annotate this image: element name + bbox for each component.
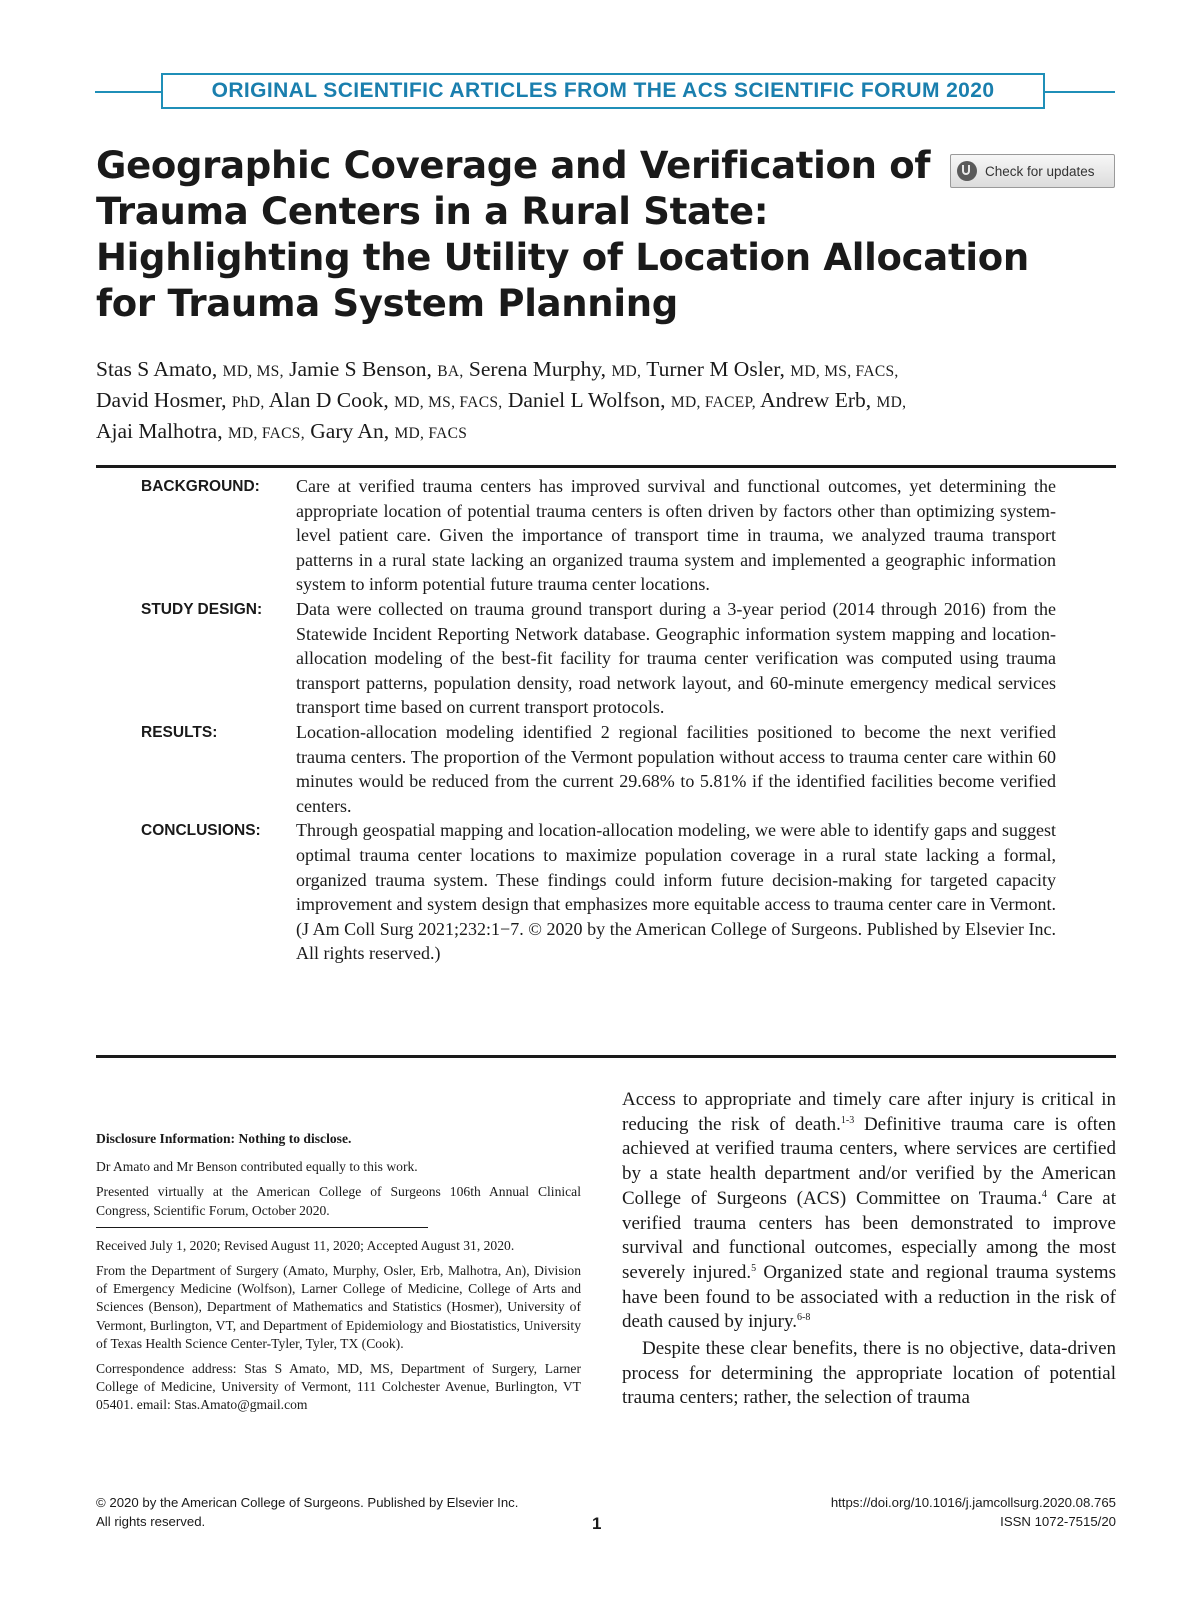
article-notes (96, 1130, 581, 1422)
abstract-top-rule (96, 465, 1116, 468)
title-line: Geographic Coverage and Verification of (96, 144, 931, 187)
abstract-background (141, 474, 1056, 597)
author-degree: MD, (611, 363, 642, 380)
author-degree: MD, FACEP, (670, 394, 756, 411)
check-for-updates-label: Check for updates (985, 163, 1095, 179)
citation-link[interactable]: 4 (1041, 1188, 1047, 1200)
copyright-line: © 2020 by the American College of Surgeons. Published by Elsevier Inc. (96, 1495, 519, 1510)
author-name: Serena Murphy, (468, 357, 607, 381)
presentation-note: Presented virtually at the American College of Surgeons 106th Annual Clinical Congress, Scientific Forum, October 2020. (96, 1184, 581, 1218)
correspondence-note: Correspondence address: Stas S Amato, MD, MS, Department of Surgery, Larner College of Medicine, University of Vermont, 111 Colchester Avenue, Burlington, VT 05401. email: Stas.Amato@gmail.com (96, 1361, 581, 1413)
body-text-run: Definitive trauma care is often achieved at verified trauma centers, where services are certified by a state health department and/or verified by the American College of Surgeons (ACS) Committee on Trauma. (622, 1113, 1117, 1209)
section-banner (161, 73, 1045, 109)
author-list (96, 355, 1136, 448)
doi-link[interactable]: https://doi.org/10.1016/j.jamcollsurg.2020.08.765 (830, 1495, 1116, 1510)
crossmark-icon (957, 161, 977, 181)
abstract-text: Location-allocation modeling identified 2 regional facilities positioned to become the next verified trauma centers. The proportion of the Vermont population without access to trauma center care within 60 minutes would be reduced from the current 29.68% to 5.81% if the identified facilities become verified centers. (296, 721, 1056, 816)
footer-copyright (96, 1494, 576, 1531)
author-degree: BA, (437, 363, 464, 380)
author-name: Turner M Osler, (646, 357, 785, 381)
body-text-run: Organized state and regional trauma systems have been found to be associated with a reduction in the risk of death caused by injury. (622, 1261, 1116, 1333)
author-name: Ajai Malhotra, (96, 419, 223, 443)
author-name: Jamie S Benson, (289, 357, 432, 381)
body-text-run: Access to appropriate and timely care after injury is critical in reducing the risk of death. (622, 1089, 1116, 1135)
author-name: Stas S Amato, (96, 357, 218, 381)
citation-link[interactable]: 6-8 (797, 1312, 811, 1324)
author-degree: MD, FACS (394, 425, 468, 442)
author-degree: MD, MS, FACS, (790, 363, 899, 380)
author-line (96, 417, 1136, 448)
citation-link[interactable]: 5 (751, 1262, 757, 1274)
issn-line: ISSN 1072-7515/20 (1000, 1513, 1116, 1529)
abstract-conclusions (141, 818, 1056, 966)
abstract-label: CONCLUSIONS: (141, 822, 261, 840)
author-name: Gary An, (310, 419, 390, 443)
page-number: 1 (592, 1514, 602, 1533)
notes-divider (96, 1227, 428, 1228)
body-text (622, 1088, 1116, 1411)
banner-rule-right (1045, 91, 1115, 93)
contribution-note: Dr Amato and Mr Benson contributed equally to this work. (96, 1159, 418, 1175)
disclosure-note: Disclosure Information: Nothing to disclose. (96, 1131, 352, 1146)
abstract-text: Data were collected on trauma ground transport during a 3-year period (2014 through 2016) from the Statewide Incident Reporting Network database. Geographic information system mapping and location-allocation modeling of the best-fit facility for trauma center verification was computed using trauma transport patterns, population density, road network layout, and 60-minute emergency medical services transport time based on current transport protocols. (296, 598, 1056, 718)
author-degree: MD, FACS, (227, 425, 305, 442)
citation-link[interactable]: 1-3 (840, 1114, 855, 1126)
abstract-text: Through geospatial mapping and location-allocation modeling, we were able to identify gaps and suggest optimal trauma center locations to maximize population coverage in a rural state lacking a formal, organized trauma system. These findings could inform future decision-making for targeted capacity improvement and system design that emphasizes more equitable access to trauma center care in Vermont. (J Am Coll Surg 2021;232:1−7. © 2020 by the American College of Surgeons. Published by Elsevier Inc. All rights reserved.) (296, 820, 1056, 964)
title-line: Highlighting the Utility of Location Allocation (96, 236, 1029, 279)
check-for-updates-button[interactable] (950, 154, 1115, 188)
abstract-label: STUDY DESIGN: (141, 600, 263, 618)
rights-line: All rights reserved. (96, 1513, 206, 1529)
author-degree: MD, MS, FACS, (394, 394, 503, 411)
author-line (96, 355, 1136, 386)
article-title (96, 143, 1029, 327)
author-degree: MD, MS, (222, 363, 284, 380)
title-line: Trauma Centers in a Rural State: (96, 190, 769, 233)
banner-text: ORIGINAL SCIENTIFIC ARTICLES FROM THE ACS SCIENTIFIC FORUM 2020 (211, 79, 995, 102)
author-line (96, 386, 1136, 417)
abstract (141, 474, 1056, 966)
body-paragraph (622, 1088, 1116, 1335)
abstract-label: BACKGROUND: (141, 478, 260, 495)
author-degree: PhD, (231, 394, 265, 411)
abstract-label: RESULTS: (141, 723, 218, 741)
body-paragraph: Despite these clear benefits, there is no objective, data-driven process for determining the appropriate location of potential trauma centers; rather, the selection of trauma (622, 1338, 1116, 1409)
abstract-study-design (141, 597, 1056, 720)
title-line: for Trauma System Planning (96, 282, 678, 325)
author-name: David Hosmer, (96, 388, 227, 412)
abstract-bottom-rule (96, 1055, 1116, 1058)
body-text-run: Care at verified trauma centers has been demonstrated to improve survival and functional outcomes, especially among the most severely injured. (622, 1187, 1116, 1283)
received-note: Received July 1, 2020; Revised August 11, 2020; Accepted August 31, 2020. (96, 1237, 515, 1253)
footer-identifiers (700, 1494, 1116, 1531)
author-name: Alan D Cook, (268, 388, 389, 412)
author-name: Andrew Erb, (760, 388, 872, 412)
author-degree: MD, (876, 394, 907, 411)
abstract-text: Care at verified trauma centers has improved survival and functional outcomes, yet determining the appropriate location of potential trauma centers is often driven by factors other than optimizing system-level patient care. Given the importance of transport time in trauma, we analyzed trauma transport patterns in a rural state lacking an organized trauma system and implemented a geographic information system to inform potential future trauma center locations. (296, 476, 1056, 595)
abstract-results (141, 720, 1056, 818)
banner-rule-left (95, 91, 161, 93)
affiliation-note: From the Department of Surgery (Amato, Murphy, Osler, Erb, Malhotra, An), Division of Emergency Medicine (Wolfson), Larner College of Medicine, College of Arts and Sciences (Benson), Department of Mathematics and Statistics (Hosmer), University of Vermont, Burlington, VT, and Department of Epidemiology and Biostatistics, University of Texas Health Science Center-Tyler, Tyler, TX (Cook). (96, 1263, 581, 1351)
author-name: Daniel L Wolfson, (507, 388, 666, 412)
